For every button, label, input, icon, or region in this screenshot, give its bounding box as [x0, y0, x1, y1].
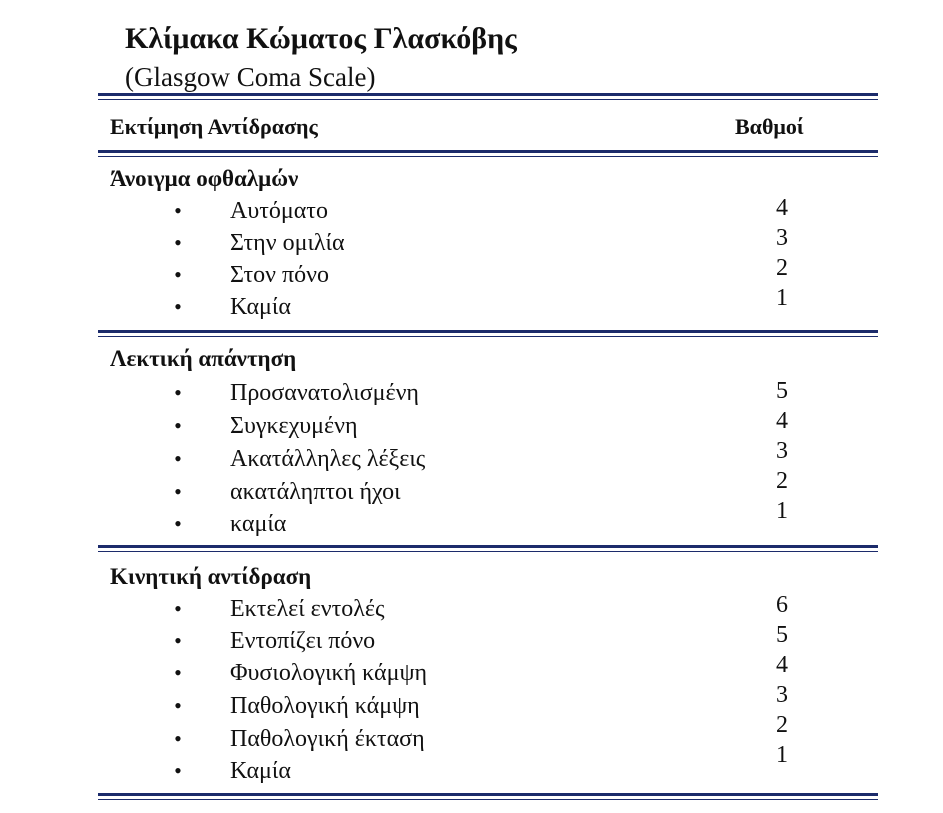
score-value: 4: [776, 652, 788, 678]
divider-top: [98, 93, 878, 100]
score-value: 1: [776, 742, 788, 768]
item-label: Προσανατολισμένη: [230, 380, 419, 406]
bullet-icon: •: [174, 479, 182, 504]
bullet-icon: •: [174, 660, 182, 685]
page-title: Κλίμακα Κώματος Γλασκόβης: [125, 22, 517, 55]
item-label: Εκτελεί εντολές: [230, 596, 385, 622]
section-title-eye-opening: Άνοιγμα οφθαλμών: [110, 166, 299, 191]
score-value: 3: [776, 225, 788, 251]
item-label: Στον πόνο: [230, 262, 329, 288]
item-label: Αυτόματο: [230, 198, 328, 224]
section-title-verbal-response: Λεκτική απάντηση: [110, 346, 297, 371]
item-label: Καμία: [230, 758, 291, 784]
score-value: 4: [776, 408, 788, 434]
bullet-icon: •: [174, 230, 182, 255]
item-label: ακατάληπτοι ήχοι: [230, 479, 401, 505]
score-value: 2: [776, 468, 788, 494]
score-value: 5: [776, 622, 788, 648]
bullet-icon: •: [174, 693, 182, 718]
column-header-response: Εκτίμηση Αντίδρασης: [110, 114, 318, 139]
section-title-motor-response: Κινητική αντίδραση: [110, 564, 312, 589]
score-value: 3: [776, 438, 788, 464]
bullet-icon: •: [174, 758, 182, 783]
item-label: καμία: [230, 511, 287, 537]
divider-section-2: [98, 545, 878, 552]
divider-section-1: [98, 330, 878, 337]
score-value: 6: [776, 592, 788, 618]
bullet-icon: •: [174, 413, 182, 438]
score-value: 1: [776, 285, 788, 311]
divider-header: [98, 150, 878, 157]
bullet-icon: •: [174, 294, 182, 319]
score-value: 1: [776, 498, 788, 524]
item-label: Συγκεχυμένη: [230, 413, 358, 439]
item-label: Ακατάλληλες λέξεις: [230, 446, 426, 472]
score-value: 3: [776, 682, 788, 708]
item-label: Εντοπίζει πόνο: [230, 628, 376, 654]
bullet-icon: •: [174, 628, 182, 653]
item-label: Στην ομιλία: [230, 230, 345, 256]
item-label: Καμία: [230, 294, 291, 320]
bullet-icon: •: [174, 380, 182, 405]
divider-bottom: [98, 793, 878, 800]
item-label: Φυσιολογική κάμψη: [230, 660, 428, 686]
page-subtitle: (Glasgow Coma Scale): [125, 62, 376, 92]
item-label: Παθολογική κάμψη: [230, 693, 420, 719]
column-header-score: Βαθμοί: [735, 114, 804, 139]
score-value: 2: [776, 255, 788, 281]
item-label: Παθολογική έκταση: [230, 726, 425, 752]
bullet-icon: •: [174, 726, 182, 751]
score-value: 2: [776, 712, 788, 738]
score-value: 4: [776, 195, 788, 221]
bullet-icon: •: [174, 511, 182, 536]
bullet-icon: •: [174, 198, 182, 223]
score-value: 5: [776, 378, 788, 404]
bullet-icon: •: [174, 596, 182, 621]
bullet-icon: •: [174, 446, 182, 471]
bullet-icon: •: [174, 262, 182, 287]
